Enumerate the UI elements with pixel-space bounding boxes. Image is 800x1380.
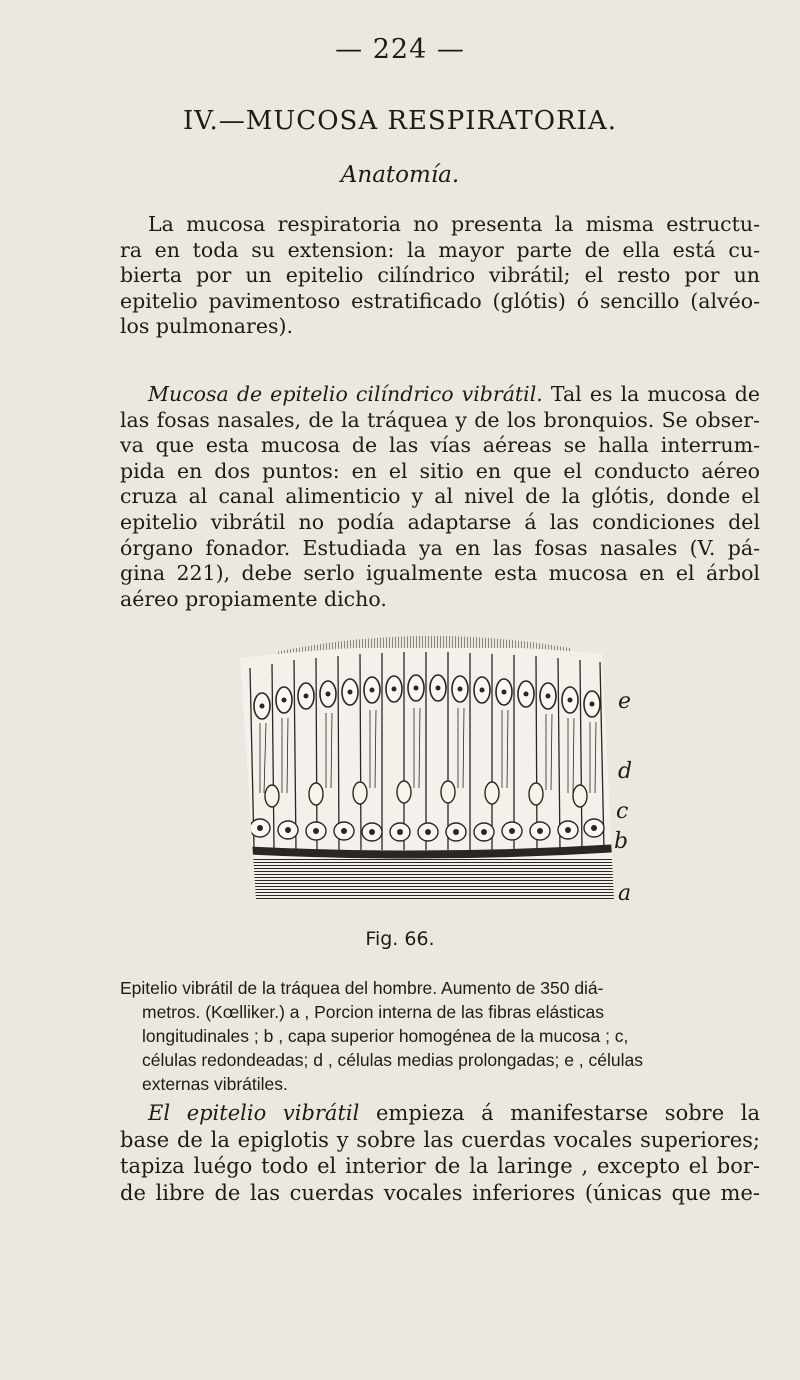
paragraph-3 <box>120 1100 760 1206</box>
paragraph-3-first-line <box>120 1100 760 1127</box>
paragraph-1-line: epitelio pavimentoso estratificado (glótis) ó sencillo (alvéo- <box>120 288 760 313</box>
paragraph-1 <box>120 212 760 340</box>
figure-legend <box>120 976 760 1096</box>
legend-line: células redondeadas; d , células medias prolongadas; e , células <box>142 1050 644 1070</box>
legend-line: metros. (Kœlliker.) a , Porcion interna de las fibras elásticas <box>142 1002 604 1022</box>
label-e: e <box>618 689 632 714</box>
paragraph-2-line: pida en dos puntos: en el sitio en que el conducto aéreo <box>120 458 760 483</box>
paragraph-2-line: aéreo propiamente dicho. <box>120 586 387 611</box>
paragraph-3-heading: El epitelio vibrátil <box>148 1101 360 1125</box>
paragraph-3-line: de libre de las cuerdas vocales inferiores (únicas que me- <box>120 1180 760 1205</box>
figure-labels <box>614 689 632 906</box>
label-c: c <box>616 799 629 824</box>
paragraph-2-first-line-rest: Tal es la mucosa de <box>542 382 760 406</box>
epithelium-illustration <box>230 618 640 906</box>
legend-line: Epitelio vibrátil de la tráquea del hombre. Aumento de 350 diá- <box>120 978 604 998</box>
paragraph-3-line: tapiza luégo todo el interior de la laringe , excepto el bor- <box>120 1154 760 1178</box>
paragraph-1-line: los pulmonares). <box>120 314 293 339</box>
paragraph-2-heading: Mucosa de epitelio cilíndrico vibrátil. <box>148 382 543 406</box>
epithelium-cells <box>230 648 640 906</box>
paragraph-2 <box>120 382 760 612</box>
paragraph-2-line: órgano fonador. Estudiada ya en las fosas nasales (V. pá- <box>120 535 760 560</box>
paragraph-1-line: ra en toda su extension: la mayor parte de ella está cu- <box>120 237 760 262</box>
epithelium-engraving <box>230 618 640 906</box>
paragraph-2-line: va que esta mucosa de las vías aéreas se halla interrum- <box>120 433 760 458</box>
subtitle: Anatomía. <box>340 162 460 188</box>
label-b: b <box>614 829 629 854</box>
section-title: IV.—MUCOSA RESPIRATORIA. <box>183 106 617 136</box>
paragraph-1-line: bierta por un epitelio cilíndrico vibrátil; el resto por un <box>120 263 760 288</box>
paragraph-1-line: La mucosa respiratoria no presenta la misma estructu- <box>148 212 760 236</box>
page-number: — 224 — <box>335 34 465 65</box>
paragraph-3-line: base de la epiglotis y sobre las cuerdas vocales superiores; <box>120 1127 760 1152</box>
elastic-fibres <box>240 858 630 900</box>
paragraph-2-line: cruza al canal alimenticio y al nivel de la glótis, donde el <box>120 484 760 509</box>
figure-caption: Fig. 66. <box>365 928 435 950</box>
paragraph-2-line: epitelio vibrátil no podía adaptarse á las condiciones del <box>120 509 760 534</box>
paragraph-3-first-line-rest: empieza á manifestarse sobre la <box>359 1101 760 1125</box>
paragraph-2-line: gina 221), debe serlo igualmente esta mucosa en el árbol <box>120 561 760 586</box>
paragraph-2-first-line <box>120 382 760 408</box>
label-a: a <box>618 881 632 906</box>
paragraph-2-line: las fosas nasales, de la tráquea y de los bronquios. Se obser- <box>120 407 760 432</box>
legend-line: longitudinales ; b , capa superior homogénea de la mucosa ; c, <box>142 1026 629 1046</box>
legend-line: externas vibrátiles. <box>142 1074 288 1094</box>
label-d: d <box>618 759 633 784</box>
